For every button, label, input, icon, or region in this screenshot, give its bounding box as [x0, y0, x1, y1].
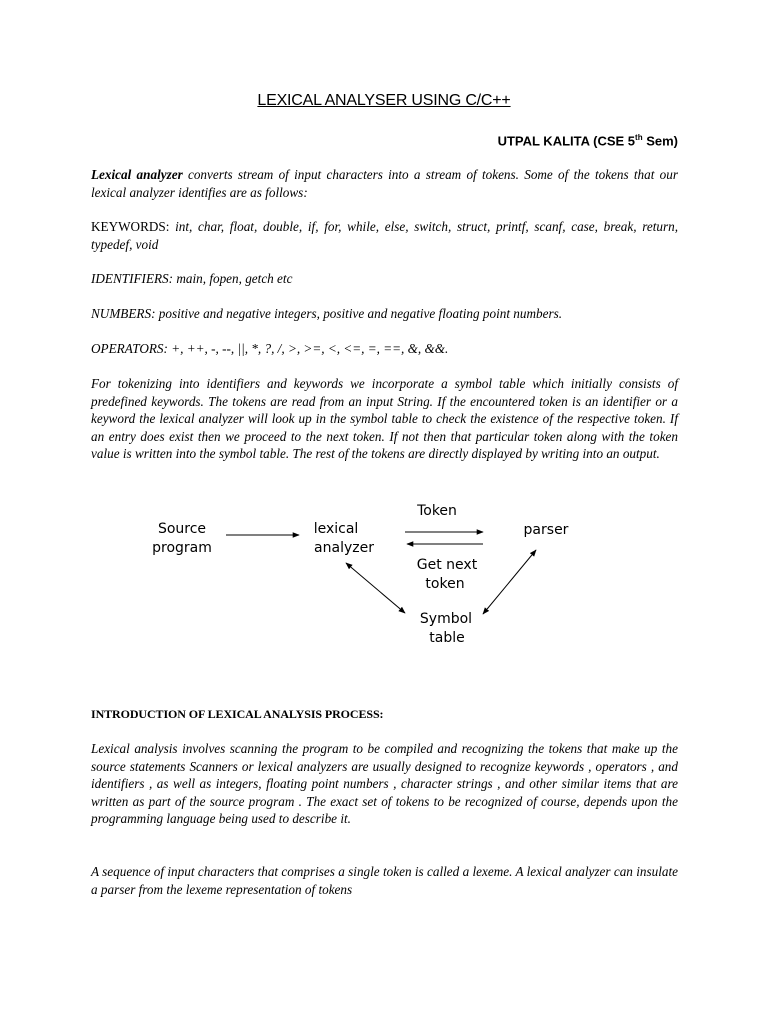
operators-label: OPERATORS: [91, 341, 168, 356]
parser-symbol-arrow [483, 550, 536, 614]
identifiers-label: IDENTIFIERS: [91, 271, 174, 286]
source-label-line2: program [152, 540, 212, 556]
author-line [498, 133, 678, 148]
lexeme-paragraph: A sequence of input characters that comprises a single token is called a lexeme. A lexical analyzer can insulate a parser from the lexeme representation of tokens [91, 864, 678, 897]
operators-paragraph [91, 340, 678, 358]
source-label-line1: Source [157, 521, 207, 537]
lexical-symbol-arrow [346, 563, 405, 613]
intro-paragraph [91, 166, 678, 201]
lexical-analysis-paragraph: Lexical analysis involves scanning the program to be compiled and recognizing the tokens that make up the source statements Scanners or lexical analyzers are usually designed to recognize keywords , operators , and identifiers , as well as integers, floating point numbers , character strings , and other similar items that are written as part of the source program . The exact set of tokens to be recognized of course, depends upon the programming language being used to describe it. [91, 741, 678, 826]
lexical-analyzer-diagram [0, 495, 768, 655]
document-title: LEXICAL ANALYSER USING C/C++ [257, 92, 511, 109]
lexical-label-line1: lexical [313, 521, 359, 537]
author-superscript: th [635, 133, 643, 142]
identifiers-paragraph [91, 270, 678, 288]
lexical-label-line2: analyzer [314, 540, 374, 556]
getnext-label-line2: token [425, 576, 465, 592]
operators-text: +, ++, -, --, ||, *, ?, /, >, >=, <, <=, =, ==, &, &&. [167, 341, 449, 356]
keywords-text: int, char, float, double, if, for, while, else, switch, struct, printf, scanf, case, break, return, typedef, void [91, 219, 678, 252]
token-label: Token [417, 503, 457, 519]
getnext-label-line1: Get next [416, 557, 478, 573]
numbers-paragraph [91, 305, 678, 323]
intro-term: Lexical analyzer [91, 167, 183, 182]
section-heading: INTRODUCTION OF LEXICAL ANALYSIS PROCESS: [91, 707, 384, 721]
numbers-text: positive and negative integers, positive and negative floating point numbers. [155, 306, 563, 321]
parser-label: parser [523, 522, 569, 538]
symbol-label-line2: table [429, 630, 465, 646]
symbol-label-line1: Symbol [419, 611, 473, 627]
intro-text: converts stream of input characters into a stream of tokens. Some of the tokens that our lexical analyzer identifies are as follows: [91, 167, 678, 200]
author-name: UTPAL KALITA (CSE 5 [497, 133, 636, 149]
keywords-label: KEYWORDS: [91, 219, 170, 234]
keywords-paragraph [91, 218, 678, 253]
tokenizing-paragraph: For tokenizing into identifiers and keywords we incorporate a symbol table which initially consists of predefined keywords. The tokens are read from an input String. If the encountered token is an identifier or a keyword the lexical analyzer will look up in the symbol table to check the existence of the respective token. If an entry does exist then we proceed to the next token. If not then that particular token along with the token value is written into the symbol table. The rest of the tokens are directly displayed by writing into an output. [91, 376, 678, 461]
numbers-label: NUMBERS: [91, 306, 156, 321]
author-tail: Sem) [642, 133, 678, 149]
identifiers-text: main, fopen, getch etc [173, 271, 293, 286]
